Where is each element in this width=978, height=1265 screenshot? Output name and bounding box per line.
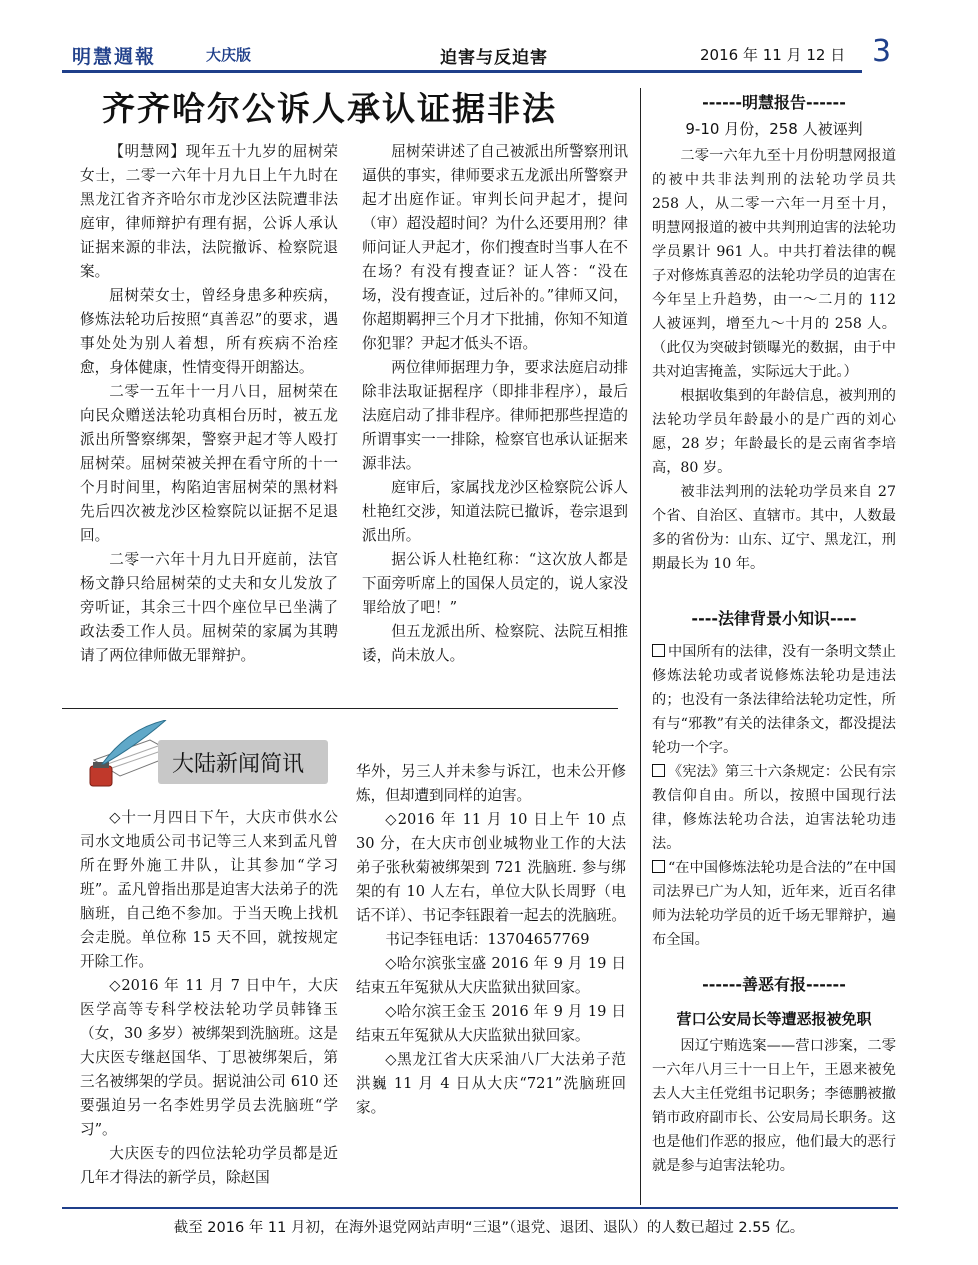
news-item: ◇哈尔滨张宝盛 2016 年 9 月 19 日结束五年冤狱从大庆监狱出狱回家。 <box>356 955 626 996</box>
article-column-1 <box>80 140 338 668</box>
footer-notice: 截至 2016 年 11 月初，在海外退党网站声明“三退”（退党、退团、退队）的人数已超过 2.55 亿。 <box>173 1220 805 1236</box>
karma-subheading: 营口公安局长等遭恶报被免职 <box>676 1010 872 1028</box>
news-brief-column-1 <box>80 806 338 1190</box>
checkbox-square-icon <box>652 764 665 777</box>
page-number: 3 <box>872 34 892 69</box>
section-title: 迫害与反迫害 <box>440 48 548 68</box>
article-paragraph: 庭审后，家属找龙沙区检察院公诉人杜艳红交涉，知道法院已撤诉，卷宗退到派出所。 <box>362 479 628 544</box>
news-item: ◇哈尔滨王金玉 2016 年 9 月 19 日结束五年冤狱从大庆监狱出狱回家。 <box>356 1003 626 1044</box>
karma-body <box>652 1034 896 1178</box>
report-paragraph: 被非法判刑的法轮功学员来自 27 个省、自治区、直辖市。其中，人数最多的省份为：山东、辽宁、黑龙江，刑期最长为 10 年。 <box>652 484 896 572</box>
law-item-text: 中国所有的法律，没有一条明文禁止修炼法轮功或者说修炼法轮功是违法的；也没有一条法律给法轮功定性，所有与“邪教”有关的法律条文，都没提法轮功一个字。 <box>652 644 896 756</box>
section-divider <box>62 708 618 709</box>
article-paragraph: 二零一五年十一月八日，屈树荣在向民众赠送法轮功真相台历时，被五龙派出所警察绑架，警察尹起才等人殴打屈树荣。屈树荣被关押在看守所的十一个月时间里，构陷迫害屈树荣的黑材料先后四次被龙沙区检察院以证据不足退回。 <box>80 383 338 544</box>
masthead-edition: 大庆版 <box>206 46 252 64</box>
article-paragraph: 两位律师据理力争，要求法庭启动排除非法取证据程序（即排非程序），最后法庭启动了排非程序。律师把那些捏造的所谓事实一一排除，检察官也承认证据来源非法。 <box>362 359 628 472</box>
report-body <box>652 144 896 576</box>
law-body <box>652 640 896 952</box>
news-item: 大庆医专的四位法轮功学员都是近几年才得法的新学员，除赵国 <box>80 1145 338 1186</box>
article-paragraph: 据公诉人杜艳红称：“这次放人都是下面旁听席上的国保人员定的，说人家没罪给放了吧！” <box>362 551 628 616</box>
law-item-text: “在中国修炼法轮功是合法的”在中国司法界已广为人知，近年来，近百名律师为法轮功学员的近千场无罪辩护，遍布全国。 <box>652 860 896 948</box>
report-paragraph: 二零一六年九至十月份明慧网报道的被中共非法判刑的法轮功学员共 258 人，从二零一六年一月至十月，明慧网报道的被中共判刑迫害的法轮功学员累计 961 人。中共打着法律的幌子对修炼真善忍的法轮功学员的迫害在今年呈上升趋势，由一～二月的 112 人被诬判，增至九～十月的 258 人。（此仅为突破封锁曝光的数据，由于中共对迫害掩盖，实际远大于此。） <box>652 148 896 380</box>
checkbox-square-icon <box>652 860 665 873</box>
news-item: 书记李钰电话：13704657769 <box>385 931 590 948</box>
article-column-2 <box>362 140 628 668</box>
karma-heading: ------善恶有报------ <box>702 975 846 994</box>
law-item <box>652 640 896 760</box>
article-paragraph: 【明慧网】现年五十九岁的屈树荣女士，二零一六年十月九日上午九时在黑龙江省齐齐哈尔市龙沙区法院遭非法庭审，律师辩护有理有据，公诉人承认证据来源的非法，法院撤诉、检察院退案。 <box>80 143 338 280</box>
report-heading: ------明慧报告------ <box>702 93 846 112</box>
news-item: 华外，另三人并未参与诉江，也未公开修炼，但却遭到同样的迫害。 <box>356 763 626 804</box>
article-paragraph: 屈树荣女士，曾经身患多种疾病，修炼法轮功后按照“真善忍”的要求，遇事处处为别人着想，所有疾病不治痊愈，身体健康，性情变得开朗豁达。 <box>80 287 338 376</box>
report-subheading: 9-10 月份，258 人被诬判 <box>685 120 863 138</box>
news-item: ◇2016 年 11 月 10 日上午 10 点 30 分，在大庆市创业城物业工作的大法弟子张秋菊被绑架到 721 洗脑班. 参与绑架的有 10 人左右，单位大队长周野（电话不详）、书记李钰跟着一起去的洗脑班。 <box>356 811 626 924</box>
law-item <box>652 760 896 856</box>
law-item-text: 《宪法》第三十六条规定：公民有宗教信仰自由。所以，按照中国现行法律，修炼法轮功合法，迫害法轮功违法。 <box>652 764 896 852</box>
news-item: ◇十一月四日下午，大庆市供水公司水文地质公司书记等三人来到孟凡曾所在野外施工井队，让其参加“学习班”。孟凡曾指出那是迫害大法弟子的洗脑班，自己绝不参加。于当天晚上找机会走脱。单位称 15 天不回，就按规定开除工作。 <box>80 809 338 970</box>
masthead-brand: 明慧週報 <box>72 46 157 68</box>
karma-paragraph: 因辽宁贿选案——营口涉案，二零一六年八月三十一日上午，王恩来被免去人大主任党组书记职务；李德鹏被撤销市政府副市长、公安局局长职务。这也是他们作恶的报应，他们最大的恶行就是参与迫害法轮功。 <box>652 1038 896 1174</box>
law-item <box>652 856 896 952</box>
issue-date: 2016 年 11 月 12 日 <box>700 46 846 64</box>
footer-rule <box>62 1207 898 1209</box>
column-divider <box>640 88 641 1205</box>
checkbox-square-icon <box>652 644 665 657</box>
article-headline: 齐齐哈尔公诉人承认证据非法 <box>102 89 557 128</box>
article-paragraph: 二零一六年十月九日开庭前，法官杨文静只给屈树荣的丈夫和女儿发放了旁听证，其余三十四个座位早已坐满了政法委工作人员。屈树荣的家属为其聘请了两位律师做无罪辩护。 <box>80 551 338 664</box>
news-brief-title: 大陆新闻简讯 <box>172 752 305 777</box>
report-paragraph: 根据收集到的年龄信息，被判刑的法轮功学员年龄最小的是广西的刘心愿，28 岁；年龄最长的是云南省李培高，80 岁。 <box>652 388 896 476</box>
news-item: ◇黑龙江省大庆采油八厂大法弟子范洪巍 11 月 4 日从大庆“721”洗脑班回家。 <box>356 1051 626 1116</box>
article-paragraph: 但五龙派出所、检察院、法院互相推诿，尚未放人。 <box>362 623 628 664</box>
header-rule <box>62 70 862 73</box>
news-brief-column-2 <box>356 760 626 1120</box>
article-paragraph: 屈树荣讲述了自己被派出所警察刑讯逼供的事实，律师要求五龙派出所警察尹起才出庭作证。审判长问尹起才，提问（审）超没超时间？为什么还要用刑？律师问证人尹起才，你们搜查时当事人在不在场？有没有搜查证？证人答：“没在场，没有搜查证，过后补的。”律师又问，你超期羁押三个月才下批捕，你知不知道你犯罪？尹起才低头不语。 <box>362 143 628 352</box>
news-item: ◇2016 年 11 月 7 日中午，大庆医学高等专科学校法轮功学员韩锋玉（女，30 多岁）被绑架到洗脑班。这是大庆医专继赵国华、丁思被绑架后，第三名被绑架的学员。据说油公司 610 还要强迫另一名李姓男学员去洗脑班“学习”。 <box>80 977 338 1138</box>
law-heading: ----法律背景小知识---- <box>691 609 857 628</box>
